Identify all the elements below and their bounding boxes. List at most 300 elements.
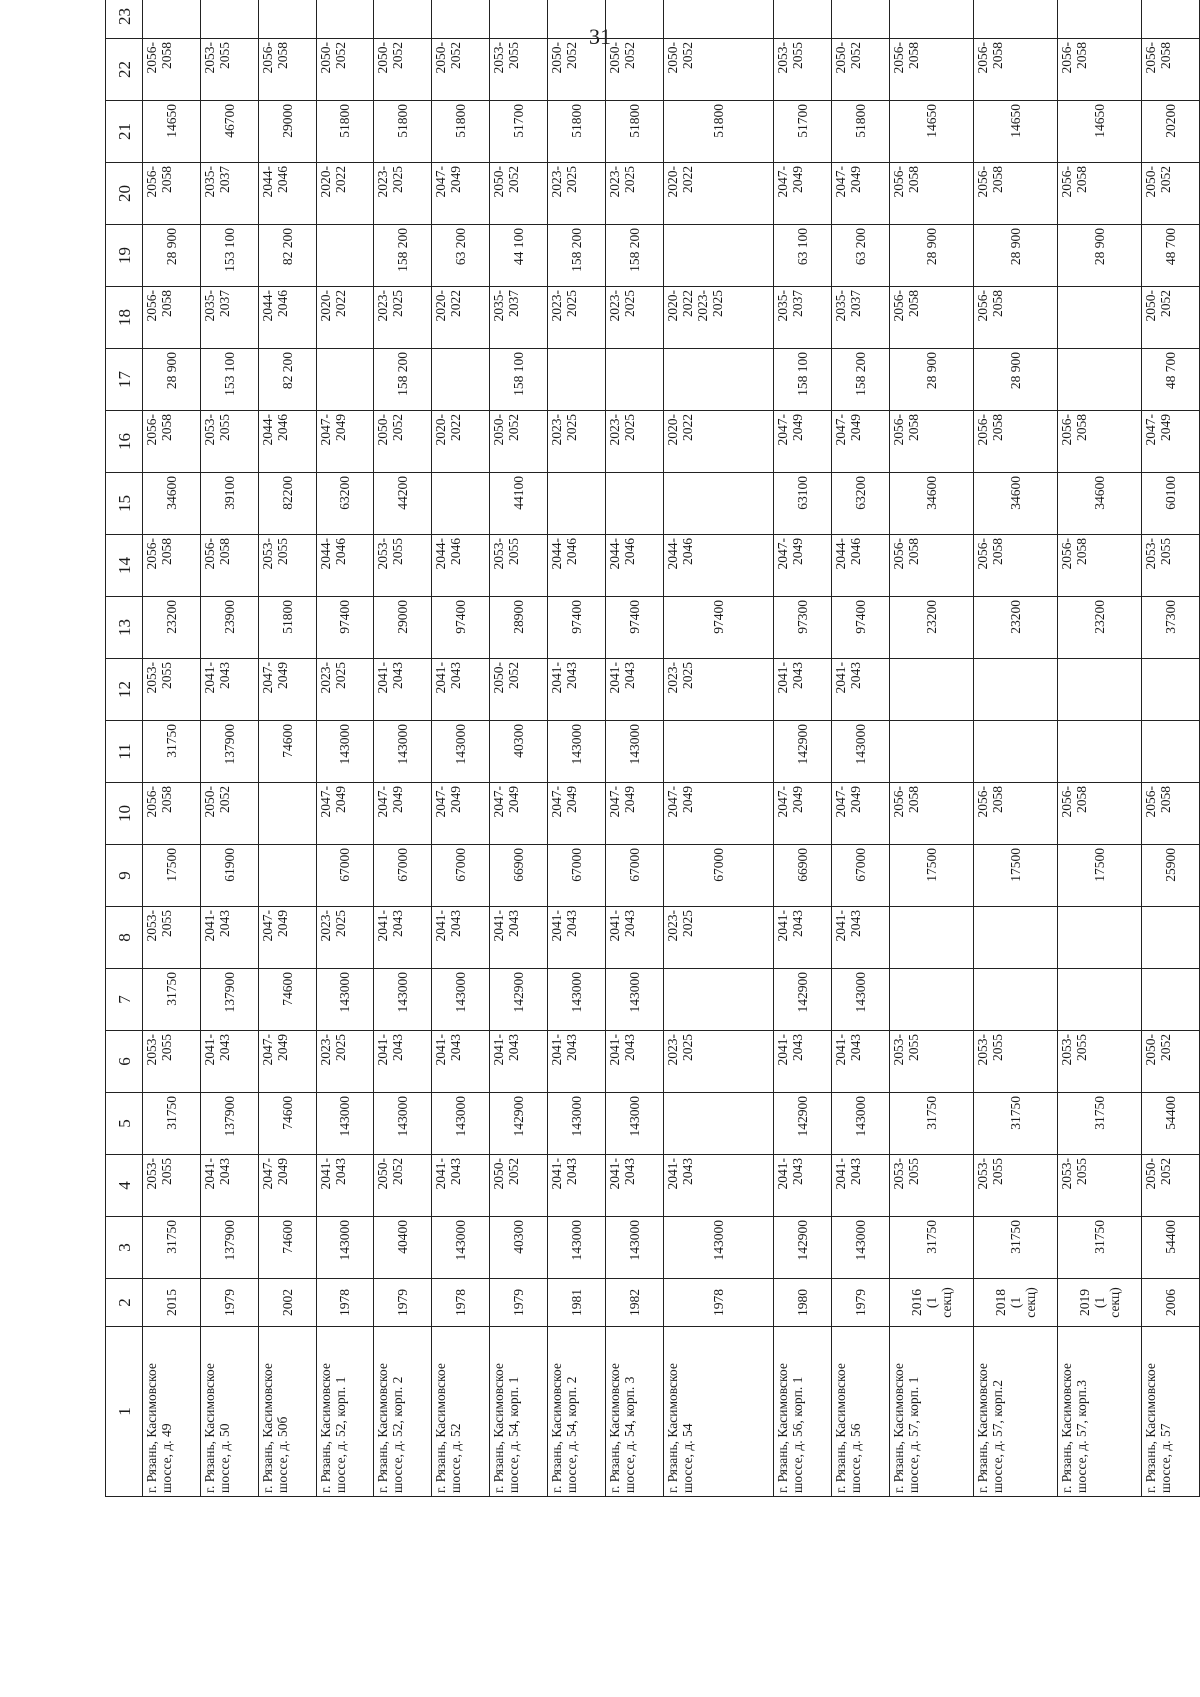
table-cell: 2023-2025: [663, 1031, 773, 1093]
year-cell: 2018 (1 секц): [973, 1279, 1057, 1327]
table-cell: 2053-2055: [490, 39, 548, 101]
year-cell: 1979: [200, 1279, 258, 1327]
table-cell: 2050-2052: [316, 39, 374, 101]
table-cell: 2041-2043: [374, 659, 432, 721]
address-cell: г. Рязань, Касимовское шоссе, д. 57, корп.3: [1057, 1327, 1141, 1497]
table-cell: [490, 0, 548, 39]
table-cell: 2047-2049: [831, 783, 889, 845]
table-cell: [1142, 721, 1200, 783]
table-cell: [889, 721, 973, 783]
table-cell: 2056-2058: [143, 287, 201, 349]
table-cell: 2047-2049: [774, 411, 832, 473]
table-cell: 2056-2058: [1057, 535, 1141, 597]
table-cell: [316, 349, 374, 411]
table-cell: 2044-2046: [547, 535, 605, 597]
table-cell: 2053-2055: [1142, 535, 1200, 597]
table-cell: 2053-2055: [1057, 1031, 1141, 1093]
table-cell: 2056-2058: [973, 39, 1057, 101]
address-cell: г. Рязань, Касимовское шоссе, д. 56: [831, 1327, 889, 1497]
table-cell: [1057, 0, 1141, 39]
table-cell: 66900: [490, 845, 548, 907]
header-row: [106, 0, 143, 1497]
column-header-7: 7: [106, 969, 143, 1031]
table-cell: 2023-2025: [605, 411, 663, 473]
table-cell: 37300: [1142, 597, 1200, 659]
table-cell: [1057, 349, 1141, 411]
year-cell: 1978: [663, 1279, 773, 1327]
table-cell: 2020-2022 2023-2025: [663, 287, 773, 349]
table-cell: 31750: [889, 1093, 973, 1155]
table-cell: 2041-2043: [831, 1155, 889, 1217]
table-cell: 2047-2049: [774, 163, 832, 225]
table-cell: [774, 0, 832, 39]
table-cell: 97400: [605, 597, 663, 659]
table-cell: 31750: [973, 1093, 1057, 1155]
table-cell: 142900: [490, 969, 548, 1031]
table-cell: 46700: [200, 101, 258, 163]
table-cell: 2050-2052: [490, 659, 548, 721]
table-cell: 2044-2046: [605, 535, 663, 597]
table-cell: [663, 349, 773, 411]
table-cell: 28900: [490, 597, 548, 659]
table-row: [831, 0, 889, 1497]
table-row: [1057, 0, 1141, 1497]
table-cell: 51700: [490, 101, 548, 163]
table-cell: 2050-2052: [547, 39, 605, 101]
table-cell: 14650: [973, 101, 1057, 163]
table-cell: 2023-2025: [663, 907, 773, 969]
table-cell: 23200: [143, 597, 201, 659]
table-cell: 44200: [374, 473, 432, 535]
table-cell: 2056-2058: [973, 535, 1057, 597]
table-cell: 28 900: [143, 349, 201, 411]
table-cell: 143000: [374, 1093, 432, 1155]
table-cell: 143000: [547, 969, 605, 1031]
table-cell: 2023-2025: [605, 163, 663, 225]
table-cell: 2053-2055: [889, 1155, 973, 1217]
table-cell: 2041-2043: [200, 659, 258, 721]
table-cell: [889, 0, 973, 39]
column-header-21: 21: [106, 101, 143, 163]
table-cell: 2041-2043: [432, 1155, 490, 1217]
table-cell: 2041-2043: [605, 907, 663, 969]
table-cell: 2050-2052: [490, 411, 548, 473]
table-cell: 2050-2052: [374, 39, 432, 101]
table-cell: 2053-2055: [374, 535, 432, 597]
table-cell: 2044-2046: [831, 535, 889, 597]
table-cell: 28 900: [1057, 225, 1141, 287]
table-cell: 2044-2046: [663, 535, 773, 597]
table-cell: 158 200: [605, 225, 663, 287]
table-row: [432, 0, 490, 1497]
table-cell: 2053-2055: [200, 411, 258, 473]
table-cell: 2056-2058: [889, 287, 973, 349]
table-cell: 2047-2049: [432, 783, 490, 845]
table-cell: 143000: [432, 969, 490, 1031]
table-cell: 44100: [490, 473, 548, 535]
address-cell: г. Рязань, Касимовское шоссе, д. 52, корп. 1: [316, 1327, 374, 1497]
table-cell: 2020-2022: [432, 287, 490, 349]
year-cell: 2006: [1142, 1279, 1200, 1327]
year-cell: 1981: [547, 1279, 605, 1327]
table-cell: 39100: [200, 473, 258, 535]
column-header-6: 6: [106, 1031, 143, 1093]
table-cell: 28 900: [889, 349, 973, 411]
table-cell: 2047-2049: [831, 411, 889, 473]
table-cell: 2020-2022: [316, 163, 374, 225]
table-cell: 2053-2055: [774, 39, 832, 101]
table-cell: 2041-2043: [547, 1031, 605, 1093]
table-cell: 137900: [200, 969, 258, 1031]
table-cell: 82 200: [258, 225, 316, 287]
table-cell: [547, 473, 605, 535]
table-cell: 158 200: [374, 349, 432, 411]
table-cell: 2041-2043: [774, 907, 832, 969]
table-cell: [374, 0, 432, 39]
table-row: [973, 0, 1057, 1497]
table-cell: 29000: [374, 597, 432, 659]
table-cell: 34600: [973, 473, 1057, 535]
table-cell: 40300: [490, 1217, 548, 1279]
year-cell: 1979: [490, 1279, 548, 1327]
column-header-23: 23: [106, 0, 143, 39]
address-cell: г. Рязань, Касимовское шоссе, д. 56, корп. 1: [774, 1327, 832, 1497]
table-cell: 2041-2043: [432, 659, 490, 721]
table-cell: 67000: [432, 845, 490, 907]
table-cell: 31750: [973, 1217, 1057, 1279]
table-cell: 2047-2049: [1142, 411, 1200, 473]
column-header-11: 11: [106, 721, 143, 783]
table-cell: 2056-2058: [258, 39, 316, 101]
table-cell: [1057, 907, 1141, 969]
table-cell: 2056-2058: [973, 411, 1057, 473]
table-cell: [663, 721, 773, 783]
table-cell: 2056-2058: [200, 535, 258, 597]
table-cell: 2047-2049: [663, 783, 773, 845]
table-cell: 143000: [605, 721, 663, 783]
table-cell: 51800: [432, 101, 490, 163]
column-header-1: 1: [106, 1327, 143, 1497]
table-cell: [889, 659, 973, 721]
table-cell: 2056-2058: [1057, 783, 1141, 845]
address-cell: г. Рязань, Касимовское шоссе, д. 57, корп.2: [973, 1327, 1057, 1497]
table-body: [143, 0, 1200, 1497]
table-cell: 2023-2025: [547, 287, 605, 349]
table-cell: [663, 969, 773, 1031]
table-cell: 74600: [258, 969, 316, 1031]
table-cell: 158 100: [774, 349, 832, 411]
table-cell: [663, 0, 773, 39]
table-cell: 63 100: [774, 225, 832, 287]
table-cell: 2023-2025: [374, 287, 432, 349]
table-cell: 2041-2043: [200, 1031, 258, 1093]
table-cell: 158 200: [374, 225, 432, 287]
table-cell: [547, 349, 605, 411]
table-row: [547, 0, 605, 1497]
table-cell: 143000: [316, 1217, 374, 1279]
column-header-22: 22: [106, 39, 143, 101]
table-cell: 31750: [1057, 1217, 1141, 1279]
table-cell: 31750: [1057, 1093, 1141, 1155]
column-header-8: 8: [106, 907, 143, 969]
table-cell: 66900: [774, 845, 832, 907]
table-cell: 2053-2055: [1057, 1155, 1141, 1217]
table-cell: 143000: [605, 1093, 663, 1155]
table-cell: [432, 473, 490, 535]
table-cell: 31750: [143, 969, 201, 1031]
table-cell: 143000: [605, 969, 663, 1031]
year-cell: 1982: [605, 1279, 663, 1327]
table-cell: 143000: [432, 721, 490, 783]
table-cell: 2053-2055: [143, 1031, 201, 1093]
table-cell: 2044-2046: [258, 411, 316, 473]
table-cell: 2041-2043: [432, 907, 490, 969]
table-cell: 2047-2049: [316, 411, 374, 473]
table-cell: 23200: [973, 597, 1057, 659]
table-cell: [663, 473, 773, 535]
table-cell: 2056-2058: [973, 287, 1057, 349]
year-cell: 2002: [258, 1279, 316, 1327]
table-cell: 20200: [1142, 101, 1200, 163]
table-cell: 2047-2049: [490, 783, 548, 845]
table-cell: 142900: [490, 1093, 548, 1155]
table-cell: 14650: [1057, 101, 1141, 163]
table-cell: 143000: [316, 1093, 374, 1155]
table-cell: 61900: [200, 845, 258, 907]
table-cell: 97400: [432, 597, 490, 659]
table-cell: 2053-2055: [200, 39, 258, 101]
address-cell: г. Рязань, Касимовское шоссе, д. 52: [432, 1327, 490, 1497]
table-cell: 2044-2046: [258, 287, 316, 349]
table-cell: 2041-2043: [432, 1031, 490, 1093]
table-cell: 2023-2025: [316, 659, 374, 721]
table-cell: 2056-2058: [143, 783, 201, 845]
table-cell: 143000: [432, 1093, 490, 1155]
table-cell: 2056-2058: [1142, 39, 1200, 101]
table-cell: 2047-2049: [258, 1031, 316, 1093]
table-cell: 2041-2043: [316, 1155, 374, 1217]
table-cell: 51800: [605, 101, 663, 163]
table-cell: 143000: [663, 1217, 773, 1279]
table-cell: 97400: [831, 597, 889, 659]
table-cell: 2050-2052: [490, 1155, 548, 1217]
table-cell: 48 700: [1142, 225, 1200, 287]
table-cell: 2050-2052: [831, 39, 889, 101]
table-cell: 143000: [547, 1093, 605, 1155]
table-cell: 2023-2025: [316, 907, 374, 969]
table-row: [490, 0, 548, 1497]
table-cell: 31750: [143, 1217, 201, 1279]
table-cell: 2047-2049: [374, 783, 432, 845]
table-cell: 2047-2049: [831, 163, 889, 225]
table-cell: [973, 659, 1057, 721]
table-cell: 2053-2055: [889, 1031, 973, 1093]
table-cell: 2047-2049: [258, 659, 316, 721]
table-cell: [258, 0, 316, 39]
table-cell: [605, 349, 663, 411]
year-cell: 1978: [432, 1279, 490, 1327]
table-cell: 2053-2055: [973, 1155, 1057, 1217]
table-cell: 137900: [200, 721, 258, 783]
table-cell: 14650: [889, 101, 973, 163]
column-header-17: 17: [106, 349, 143, 411]
table-cell: 2041-2043: [490, 907, 548, 969]
table-cell: 153 100: [200, 225, 258, 287]
table-cell: 51700: [774, 101, 832, 163]
table-cell: [973, 907, 1057, 969]
table-cell: 2056-2058: [889, 535, 973, 597]
table-cell: 2056-2058: [143, 411, 201, 473]
table-cell: 2041-2043: [774, 1031, 832, 1093]
table-cell: 158 200: [831, 349, 889, 411]
table-cell: 2041-2043: [547, 907, 605, 969]
table-row: [143, 0, 201, 1497]
table-cell: 28 900: [973, 225, 1057, 287]
table-cell: 2050-2052: [432, 39, 490, 101]
address-cell: г. Рязань, Касимовское шоссе, д. 54, корп. 1: [490, 1327, 548, 1497]
table-cell: 143000: [316, 969, 374, 1031]
table-cell: 2035-2037: [490, 287, 548, 349]
table-cell: [1057, 287, 1141, 349]
table-cell: 142900: [774, 969, 832, 1031]
table-cell: 2041-2043: [374, 1031, 432, 1093]
table-cell: 143000: [831, 1093, 889, 1155]
table-row: [200, 0, 258, 1497]
table-row: [605, 0, 663, 1497]
table-cell: 2053-2055: [973, 1031, 1057, 1093]
table-cell: 63100: [774, 473, 832, 535]
table-cell: 2047-2049: [547, 783, 605, 845]
year-cell: 1980: [774, 1279, 832, 1327]
address-cell: г. Рязань, Касимовское шоссе, д. 57, корп. 1: [889, 1327, 973, 1497]
table-cell: 97400: [547, 597, 605, 659]
table-cell: 67000: [663, 845, 773, 907]
table-cell: 2053-2055: [143, 907, 201, 969]
table-cell: 63 200: [432, 225, 490, 287]
table-cell: 2056-2058: [143, 163, 201, 225]
table-cell: 2020-2022: [663, 411, 773, 473]
table-cell: 23200: [889, 597, 973, 659]
table-cell: 48 700: [1142, 349, 1200, 411]
table-row: [774, 0, 832, 1497]
table-cell: [663, 225, 773, 287]
address-cell: г. Рязань, Касимовское шоссе, д. 50б: [258, 1327, 316, 1497]
table-cell: 2050-2052: [374, 1155, 432, 1217]
table-cell: 153 100: [200, 349, 258, 411]
table-cell: 67000: [374, 845, 432, 907]
table-cell: 2035-2037: [831, 287, 889, 349]
table-cell: 2056-2058: [1142, 783, 1200, 845]
table-cell: 2050-2052: [1142, 1031, 1200, 1093]
table-cell: 2041-2043: [605, 1031, 663, 1093]
address-cell: г. Рязань, Касимовское шоссе, д. 50: [200, 1327, 258, 1497]
table-cell: 2041-2043: [831, 1031, 889, 1093]
table-cell: 2047-2049: [774, 783, 832, 845]
table-row: [374, 0, 432, 1497]
table-cell: 143000: [374, 969, 432, 1031]
table-cell: 2047-2049: [258, 907, 316, 969]
address-cell: г. Рязань, Касимовское шоссе, д. 49: [143, 1327, 201, 1497]
table-cell: [663, 1093, 773, 1155]
table-cell: [200, 0, 258, 39]
column-header-4: 4: [106, 1155, 143, 1217]
table-cell: 2035-2037: [200, 163, 258, 225]
year-cell: 1979: [831, 1279, 889, 1327]
table-cell: [432, 0, 490, 39]
table-cell: [258, 845, 316, 907]
table-cell: 143000: [605, 1217, 663, 1279]
table-cell: 143000: [547, 1217, 605, 1279]
table-cell: 63 200: [831, 225, 889, 287]
table-cell: 2056-2058: [143, 535, 201, 597]
table-cell: 2020-2022: [432, 411, 490, 473]
table-cell: 67000: [605, 845, 663, 907]
table-cell: [1057, 721, 1141, 783]
table-cell: 2047-2049: [774, 535, 832, 597]
table-cell: 2041-2043: [547, 1155, 605, 1217]
table-cell: 158 200: [547, 225, 605, 287]
table-cell: 44 100: [490, 225, 548, 287]
table-cell: [547, 0, 605, 39]
table-cell: 2053-2055: [258, 535, 316, 597]
page-number: 31: [589, 24, 611, 49]
table-cell: 34600: [1057, 473, 1141, 535]
table-cell: 2056-2058: [889, 163, 973, 225]
table-cell: 17500: [889, 845, 973, 907]
table-cell: 2041-2043: [490, 1031, 548, 1093]
table-row: [1142, 0, 1200, 1497]
column-header-15: 15: [106, 473, 143, 535]
table-cell: [889, 907, 973, 969]
year-cell: 2016 (1 секц): [889, 1279, 973, 1327]
table-cell: 2053-2055: [143, 1155, 201, 1217]
table-cell: 74600: [258, 1217, 316, 1279]
table-cell: 2050-2052: [1142, 163, 1200, 225]
year-cell: 1979: [374, 1279, 432, 1327]
table-cell: 143000: [831, 969, 889, 1031]
table-cell: 2056-2058: [1057, 163, 1141, 225]
table-cell: 143000: [374, 721, 432, 783]
table-cell: 29000: [258, 101, 316, 163]
table-cell: 2056-2058: [889, 411, 973, 473]
table-row: [258, 0, 316, 1497]
table-cell: 2041-2043: [774, 1155, 832, 1217]
table-row: [316, 0, 374, 1497]
table-cell: 40400: [374, 1217, 432, 1279]
table-cell: [973, 721, 1057, 783]
table-cell: 51800: [316, 101, 374, 163]
table-cell: 142900: [774, 1093, 832, 1155]
table-cell: [605, 0, 663, 39]
table-cell: 2053-2055: [490, 535, 548, 597]
table-cell: 51800: [374, 101, 432, 163]
table-cell: [143, 0, 201, 39]
column-header-19: 19: [106, 225, 143, 287]
table-cell: 2020-2022: [663, 163, 773, 225]
table-cell: 2050-2052: [605, 39, 663, 101]
table-cell: 2056-2058: [1057, 39, 1141, 101]
table-cell: [973, 969, 1057, 1031]
year-cell: 2019 (1 секц): [1057, 1279, 1141, 1327]
table-cell: 2020-2022: [316, 287, 374, 349]
table-cell: [1142, 969, 1200, 1031]
table-cell: 2047-2049: [432, 163, 490, 225]
column-header-10: 10: [106, 783, 143, 845]
table-cell: 28 900: [973, 349, 1057, 411]
table-cell: 2041-2043: [831, 907, 889, 969]
table-cell: 60100: [1142, 473, 1200, 535]
table-cell: 137900: [200, 1217, 258, 1279]
